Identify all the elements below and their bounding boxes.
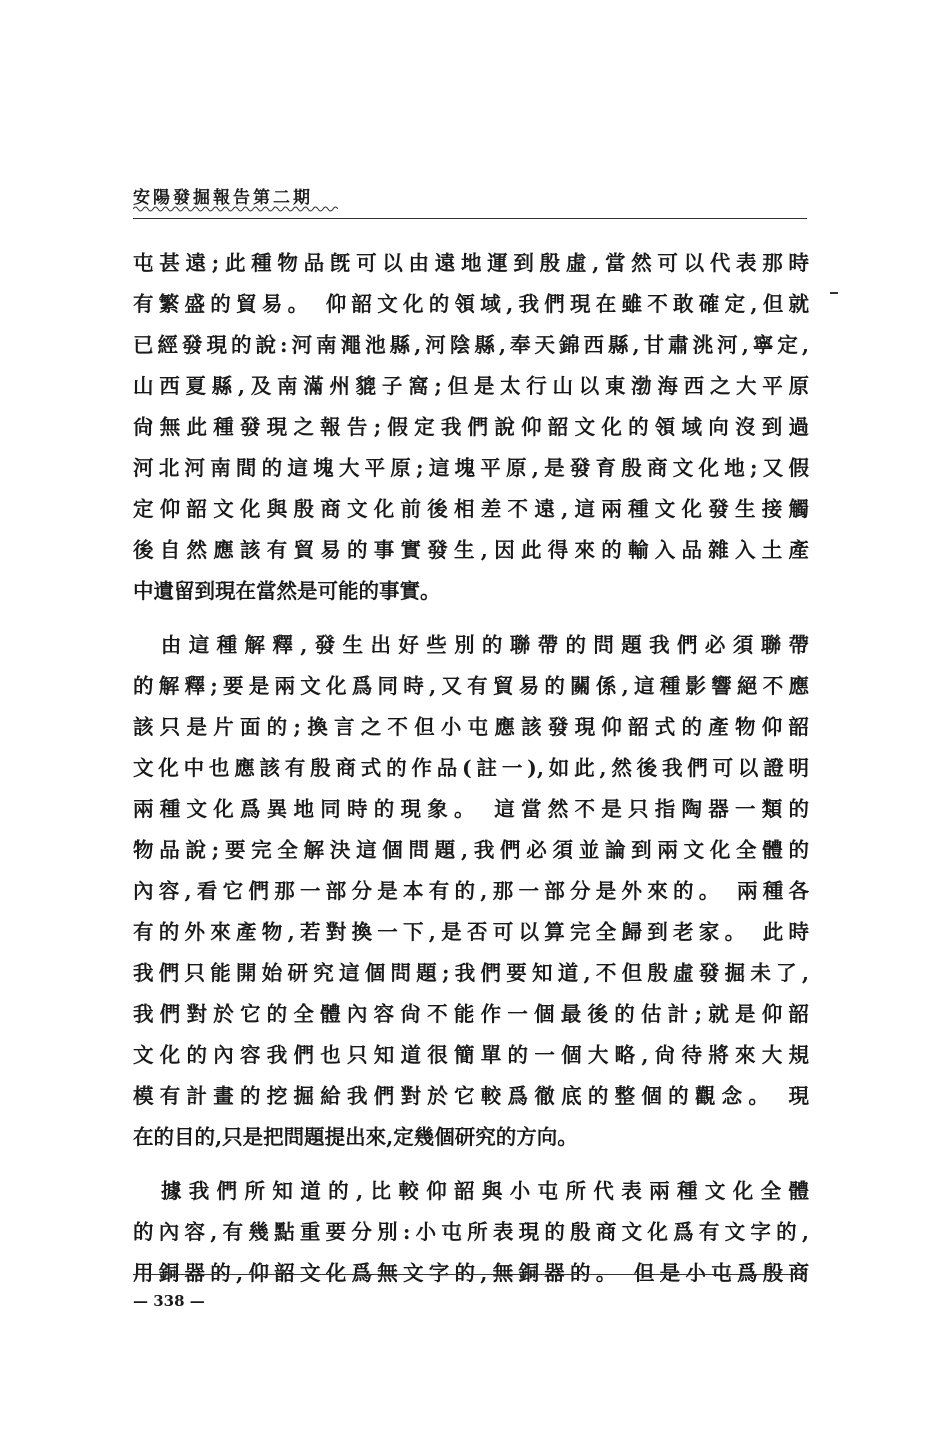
text-line: 兩種文化爲異地同時的現象。 這當然不是只指陶器一類的 — [133, 797, 809, 821]
text-line: 物品說;要完全解決這個問題,我們必須並論到兩文化全體的 — [133, 838, 809, 862]
text-line: 已經發現的說:河南澠池縣,河陰縣,奉天錦西縣,甘肅洮河,寧定, — [133, 333, 809, 357]
text-line: 在的目的,只是把問題提出來,定幾個研究的方向。 — [133, 1125, 578, 1149]
text-line: 內容,看它們那一部分是本有的,那一部分是外來的。 兩種各 — [133, 879, 809, 903]
text-line: 山西夏縣,及南滿州貔子窩;但是太行山以東渤海西之大平原 — [133, 374, 809, 398]
page-number: — 338 — — [133, 1292, 205, 1310]
header-wavy-underline — [133, 205, 338, 213]
text-line: 用銅器的,仰韶文化爲無文字的,無銅器的。 但是小屯爲殷商 — [133, 1261, 809, 1285]
text-line: 有繁盛的貿易。 仰韶文化的領域,我們現在雖不敢確定,但就 — [133, 292, 809, 316]
footer-rule — [133, 1274, 807, 1275]
header-rule — [133, 218, 807, 219]
text-line: 後自然應該有貿易的事實發生,因此得來的輸入品雜入土產 — [133, 538, 809, 562]
body-text — [133, 243, 809, 1294]
text-line: 的內容,有幾點重要分別:小屯所表現的殷商文化爲有文字的, — [133, 1220, 809, 1244]
margin-mark — [830, 292, 838, 294]
running-header: 安陽發掘報告第二期 — [133, 188, 313, 208]
text-line: 由這種解釋,發生出好些別的聯帶的問題我們必須聯帶 — [133, 633, 809, 657]
text-line: 文化中也應該有殷商式的作品(註一),如此,然後我們可以證明 — [133, 756, 809, 780]
text-line: 定仰韶文化與殷商文化前後相差不遠,這兩種文化發生接觸 — [133, 497, 809, 521]
text-line: 屯甚遠;此種物品旣可以由遠地運到殷虛,當然可以代表那時 — [133, 251, 809, 275]
text-line: 有的外來產物,若對換一下,是否可以算完全歸到老家。 此時 — [133, 920, 809, 944]
text-line: 的解釋;要是兩文化爲同時,又有貿易的關係,這種影響絕不應 — [133, 674, 809, 698]
text-line: 文化的內容我們也只知道很簡單的一個大略,尙待將來大規 — [133, 1043, 809, 1067]
text-line: 我們對於它的全體內容尙不能作一個最後的估計;就是仰韶 — [133, 1002, 809, 1026]
text-line: 該只是片面的;換言之不但小屯應該發現仰韶式的產物仰韶 — [133, 715, 809, 739]
text-line: 尙無此種發現之報告;假定我們說仰韶文化的領域向沒到過 — [133, 415, 809, 439]
text-line: 我們只能開始研究這個問題;我們要知道,不但殷虛發掘未了, — [133, 961, 809, 985]
text-line: 據我們所知道的,比較仰韶與小屯所代表兩種文化全體 — [133, 1179, 809, 1203]
text-line: 河北河南間的這塊大平原;這塊平原,是發育殷商文化地;又假 — [133, 456, 809, 480]
text-line: 模有計畫的挖掘給我們對於它較爲徹底的整個的觀念。 現 — [133, 1084, 809, 1108]
text-line: 中遺留到現在當然是可能的事實。 — [133, 579, 441, 603]
